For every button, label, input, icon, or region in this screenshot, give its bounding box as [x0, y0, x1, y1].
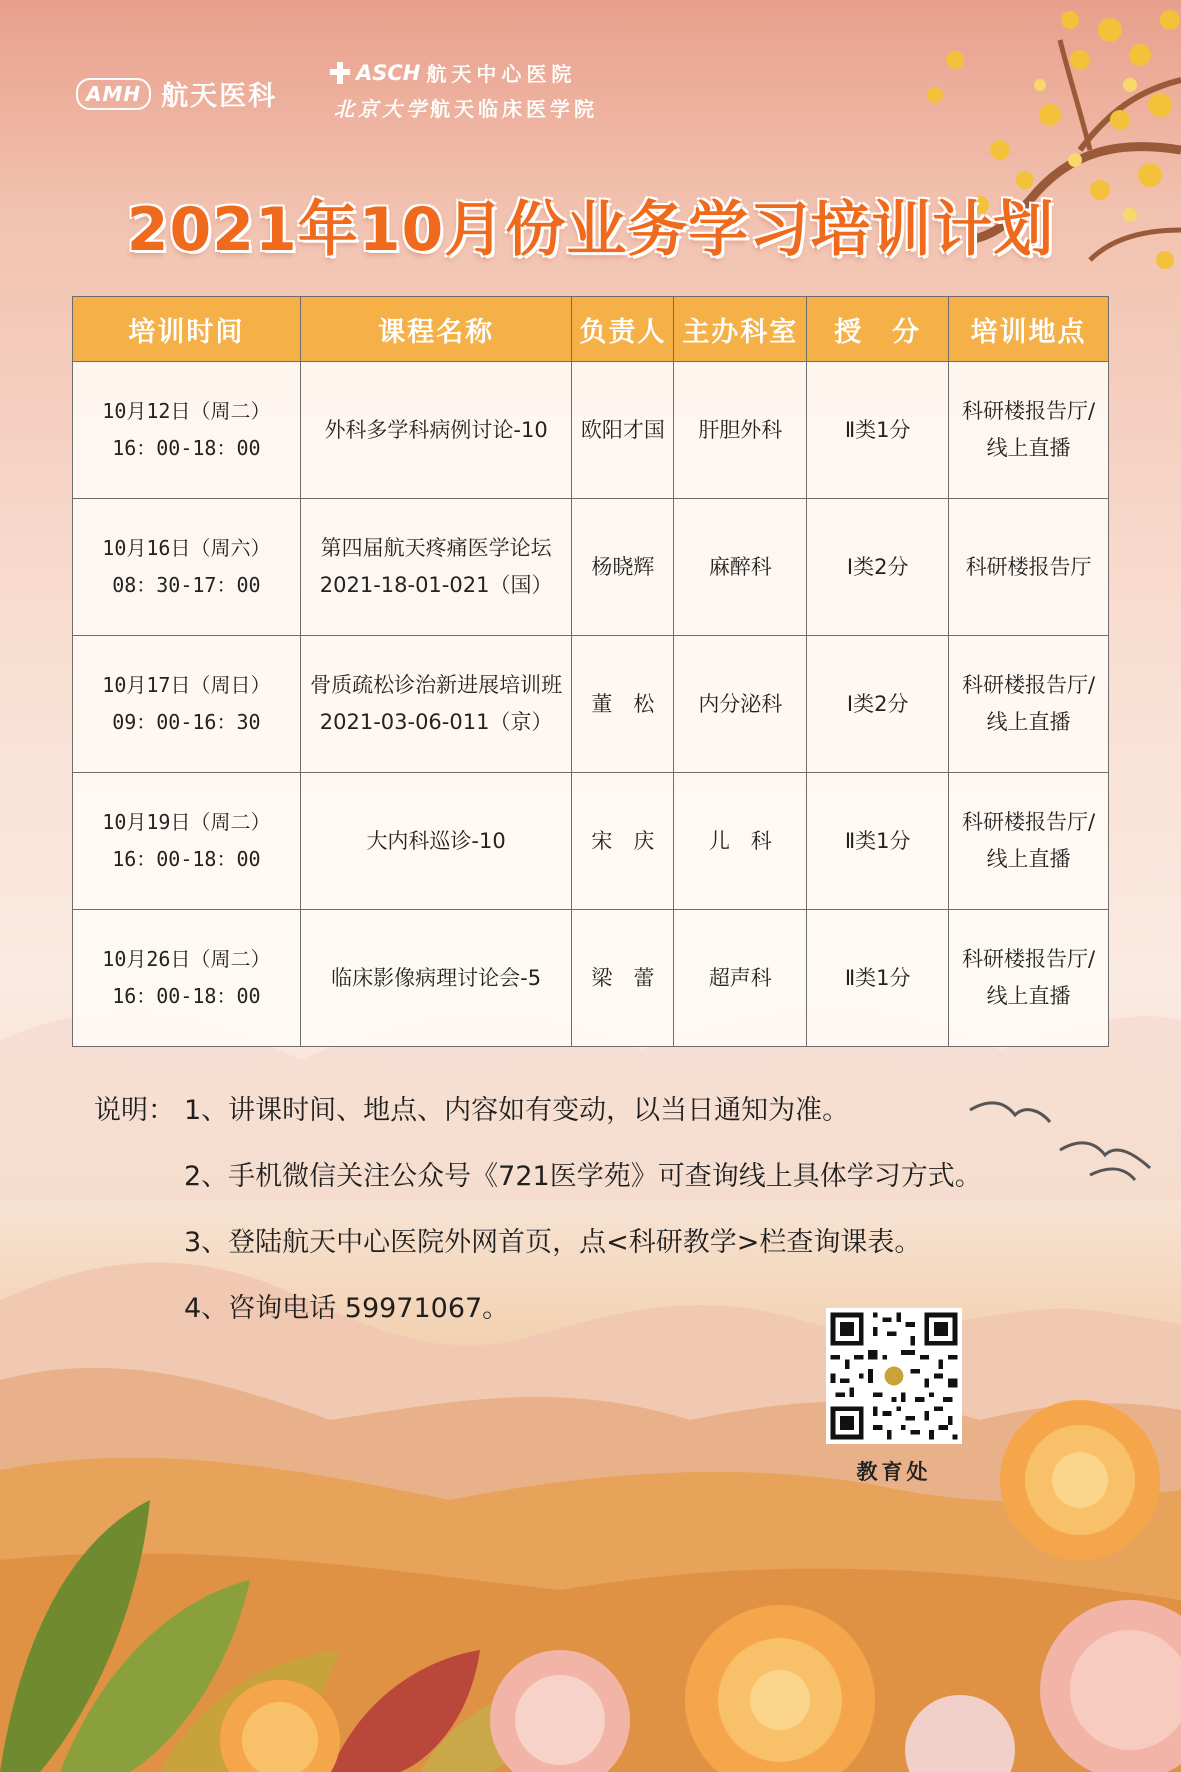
- dept-cell: 肝胆外科: [674, 362, 807, 499]
- note-item: 4、咨询电话 59971067。: [184, 1293, 510, 1324]
- note-item: 2、手机微信关注公众号《721医学苑》可查询线上具体学习方式。: [184, 1161, 982, 1192]
- location-cell: 科研楼报告厅: [949, 499, 1109, 636]
- note-item: 3、登陆航天中心医院外网首页，点<科研教学>栏查询课表。: [184, 1227, 922, 1258]
- lead-cell: 杨晓辉: [572, 499, 674, 636]
- dept-cell: 麻醉科: [674, 499, 807, 636]
- column-header-course: 课程名称: [300, 297, 572, 362]
- course-name-cell: 外科多学科病例讨论-10: [300, 362, 572, 499]
- lead-cell: 欧阳才国: [572, 362, 674, 499]
- training-time-cell: 10月12日（周二） 16：00-18：00: [73, 362, 301, 499]
- pku-script-name: 北京大学: [334, 97, 430, 121]
- course-name-cell: 第四届航天疼痛医学论坛 2021-18-01-021（国）: [300, 499, 572, 636]
- training-time-cell: 10月16日（周六） 08：30-17：00: [73, 499, 301, 636]
- credit-cell: Ⅰ类2分: [807, 499, 949, 636]
- course-name-cell: 骨质疏松诊治新进展培训班 2021-03-06-011（京）: [300, 636, 572, 773]
- credit-cell: Ⅰ类2分: [807, 636, 949, 773]
- course-name-cell: 临床影像病理讨论会-5: [300, 910, 572, 1047]
- amh-logo: [76, 74, 277, 113]
- table-row: [73, 636, 1109, 773]
- credit-cell: Ⅱ类1分: [807, 362, 949, 499]
- table-row: [73, 910, 1109, 1047]
- notes-label: 说明：: [94, 1095, 175, 1126]
- training-time-cell: 10月19日（周二） 16：00-18：00: [73, 773, 301, 910]
- column-header-lead: 负责人: [572, 297, 674, 362]
- training-schedule-table: [72, 296, 1109, 1047]
- table-row: [73, 773, 1109, 910]
- qr-code[interactable]: [826, 1308, 962, 1444]
- dept-cell: 内分泌科: [674, 636, 807, 773]
- lead-cell: 梁 蕾: [572, 910, 674, 1047]
- location-cell: 科研楼报告厅/ 线上直播: [949, 773, 1109, 910]
- column-header-time: 培训时间: [73, 297, 301, 362]
- dept-cell: 超声科: [674, 910, 807, 1047]
- column-header-dept: 主办科室: [674, 297, 807, 362]
- header-logos: [76, 58, 716, 128]
- table-row: [73, 362, 1109, 499]
- dept-cell: 儿 科: [674, 773, 807, 910]
- location-cell: 科研楼报告厅/ 线上直播: [949, 910, 1109, 1047]
- location-cell: 科研楼报告厅/ 线上直播: [949, 362, 1109, 499]
- training-time-cell: 10月17日（周日） 09：00-16：30: [73, 636, 301, 773]
- amh-logo-name: 航天医科: [161, 81, 278, 112]
- qr-label: 教育处: [856, 1459, 932, 1484]
- note-item: 说明： 1、讲课时间、地点、内容如有变动，以当日通知为准。: [94, 1088, 1084, 1154]
- page-title: 2021年10月份业务学习培训计划: [126, 195, 1055, 265]
- course-name-cell: 大内科巡诊-10: [300, 773, 572, 910]
- asch-logo: [330, 58, 598, 122]
- credit-cell: Ⅱ类1分: [807, 910, 949, 1047]
- location-cell: 科研楼报告厅/ 线上直播: [949, 636, 1109, 773]
- table-header-row: [73, 297, 1109, 362]
- column-header-location: 培训地点: [949, 297, 1109, 362]
- amh-logo-mark: AMH: [76, 78, 151, 110]
- training-time-cell: 10月26日（周二） 16：00-18：00: [73, 910, 301, 1047]
- credit-cell: Ⅱ类1分: [807, 773, 949, 910]
- column-header-credit: 授 分: [807, 297, 949, 362]
- qr-center-logo-icon: [882, 1364, 905, 1387]
- asch-logo-mark: ASCH: [356, 60, 421, 85]
- hospital-cross-icon: [330, 62, 350, 84]
- lead-cell: 董 松: [572, 636, 674, 773]
- asch-logo-name: 航天中心医院: [426, 62, 577, 86]
- pku-college-name: 航天临床医学院: [430, 97, 598, 121]
- table-row: [73, 499, 1109, 636]
- lead-cell: 宋 庆: [572, 773, 674, 910]
